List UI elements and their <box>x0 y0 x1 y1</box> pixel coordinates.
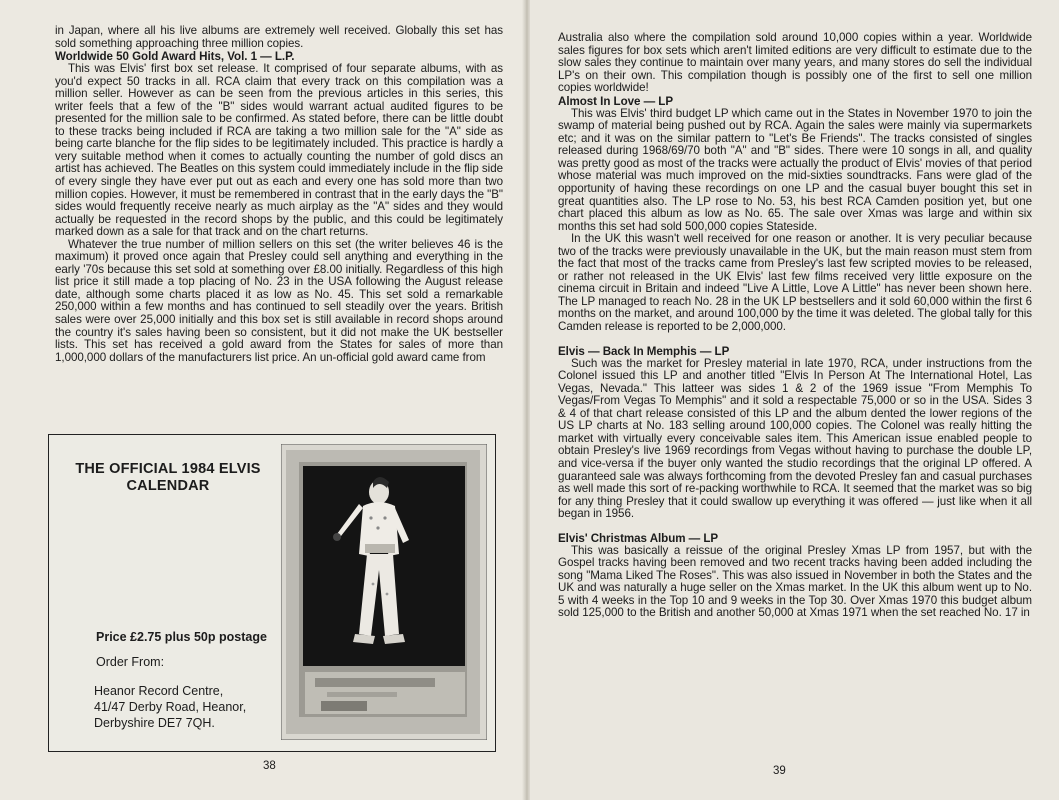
right-page <box>530 0 1059 800</box>
opening-paragraph: in Japan, where all his live albums are extremely well received. Globally this set has sold something approaching three million copies. <box>55 24 503 50</box>
article-paragraph: This was basically a reissue of the original Presley Xmas LP from 1957, but with the Gospel tracks having been removed and two recent tracks having been added including the song "Mama Liked The Roses". This was also issued in November in both the States and the UK and was naturally a huge seller on the Xmas market. In the UK this album went up to No. 5 with 4 weeks in the Top 10 and 9 weeks in the Top 30. Over Xmas 1970 this budget album sold 125,000 to the British and another 50,000 at Xmas 1971 when the set reached No. 17 in <box>558 543 1032 620</box>
page-number: 38 <box>263 760 276 772</box>
left-page <box>0 0 524 800</box>
article-paragraph: Such was the market for Presley material in late 1970, RCA, under instructions from the Colonel issued this LP and another titled "Elvis In Person At The International Hotel, Las Vegas, Nevada." This latteer was sides 1 & 2 of the 1969 issue "From Memphis To Vegas/From Vegas To Memphis" and it sold a respectable 75,000 or so in the USA. Sides 3 & 4 of that chart release consisted of this LP and the album dented the lower regions of the US LP charts at No. 183 selling around 100,000 copies. The Colonel was really hitting the market with virtually every conceivable sales item. This American issue enabled people to obtain Presley's live 1969 recordings from Vegas without having to purchase the double LP, and vice-versa if the buyer only wanted the studio recordings that the original LP offered. A guaranteed sale was always forthcoming from the devoted Presley fan and casual purchases as well made this sort of re-packing worthwhile to RCA. It seemed that the market was so big for any thing Presley that it could swallow up everything it was offered — just like when it all began in 1956. <box>558 356 1032 521</box>
article-paragraph: Whatever the true number of million sellers on this set (the writer believes 46 is the maximum) it proved once again that Presley could sell anything and everything in the early '70s because this set sold at something over £8.00 initially. Regardless of this high list price it still made a top placing of No. 23 in the USA following the August release date, although some charts placed it as low as No. 45. This set sold a remarkable 250,000 within a few months and has continued to sell steadily over the years. British sales were over 25,000 initially and this box set is still available in record shops around the country it's sales having been so consistent, but it did not make the UK bestseller lists. This set has received a gold award from the States for sales of more than 1,000,000 dollars of the manufacturers list price. An un-official gold award came from <box>55 237 503 364</box>
section-heading: Almost In Love — LP <box>558 94 673 108</box>
ad-address-line: 41/47 Derby Road, Heanor, <box>94 700 247 714</box>
calendar-advertisement <box>48 434 496 752</box>
section-heading: Elvis — Back In Memphis — LP <box>558 344 730 358</box>
section-heading: Elvis' Christmas Album — LP <box>558 531 719 545</box>
ad-address <box>94 683 246 731</box>
right-text-column <box>558 32 1032 620</box>
ad-price: Price £2.75 plus 50p postage <box>96 630 267 644</box>
ad-order-from: Order From: <box>96 655 165 669</box>
ad-address-line: Heanor Record Centre, <box>94 684 224 698</box>
ad-title: THE OFFICIAL 1984 ELVIS CALENDAR <box>75 461 261 494</box>
article-paragraph: In the UK this wasn't well received for one reason or another. It is very peculiar because two of the tracks were previously unavailable in the UK, but the main reason must stem from the fact that most of the tracks came from Presley's last few scripted movies to be released, or rather not released in the UK Elvis' last few films received very little exposure on the cinema circuit in Britain and indeed "Live A Little, Love A Little" has never been shown here. The LP managed to reach No. 28 in the UK LP bestsellers and it sold 60,000 within the first 6 months on the market, and around 100,000 by the time it was deleted. The global tally for this Camden release is reported to be 2,000,000. <box>558 232 1032 334</box>
ad-address-line: Derbyshire DE7 7QH. <box>94 716 215 730</box>
article-paragraph: This was Elvis' first box set release. It comprised of four separate albums, with as you'd expect 50 tracks in all. RCA claim that every track on this compilation was a million seller. However as can be seen from the previous articles in this series, this writer feels that a few of the "B" sides would warrant actual audited figures to be presented for the million sale to be confirmed. As stated before, there can be little doubt to these tracks being included if RCA are taking a two million sale for the "A" side as being carte blanche for the flip sides to be legitimately included. This practice is hardly a very suitable method when it comes to actually counting the number of gold discs an artist has achieved. The Beatles on this system could immediately include in the flip side of every single they have ever put out as each and every one has sold more than two million copies. However, it must be remembered in contrast that in the early days the "B" sides would frequently receive nearly as much airplay as the "A" sides and they would actually be requested in the record shops by the public, and this could be legitimately marked down as a sale for that track and on the chart returns. <box>55 62 503 239</box>
calendar-cover-photo <box>281 444 487 740</box>
article-paragraph: This was Elvis' third budget LP which came out in the States in November 1970 to join the swamp of material being pushed out by RCA. Again the sales were mainly via supermarkets etc; and it was on the similar pattern to "Let's Be Friends". The tracks consisted of singles released during 1968/69/70 both "A" and "B" sides. There were 10 songs in all, and quality was pretty good as most of the tracks were actually the product of Elvis' movies of that period whose material was much improved on the mid-sixties soundtracks. Fans were glad of the opportunity of having these recordings on one LP and the casual buyer bought this set in great quantities also. The LP rose to No. 53, his best RCA Camden position yet, but one chart placed this album as low as No. 65. The sale over Xmas was large and within six months this set had sold 500,000 copies Stateside. <box>558 106 1032 233</box>
section-heading: Worldwide 50 Gold Award Hits, Vol. 1 — L.P. <box>55 50 295 64</box>
intro-paragraph: Australia also where the compilation sold around 10,000 copies within a year. Worldwide sales figures for box sets which aren't limited editions are very difficult to estimate due to the slow sales they continue to maintain over many years, and many stores do sell the individual LP's on their own. This compilation though is possibly one of the first to sell one million copies worldwide! <box>558 31 1032 95</box>
page-number: 39 <box>773 765 786 777</box>
left-text-column <box>55 25 503 364</box>
